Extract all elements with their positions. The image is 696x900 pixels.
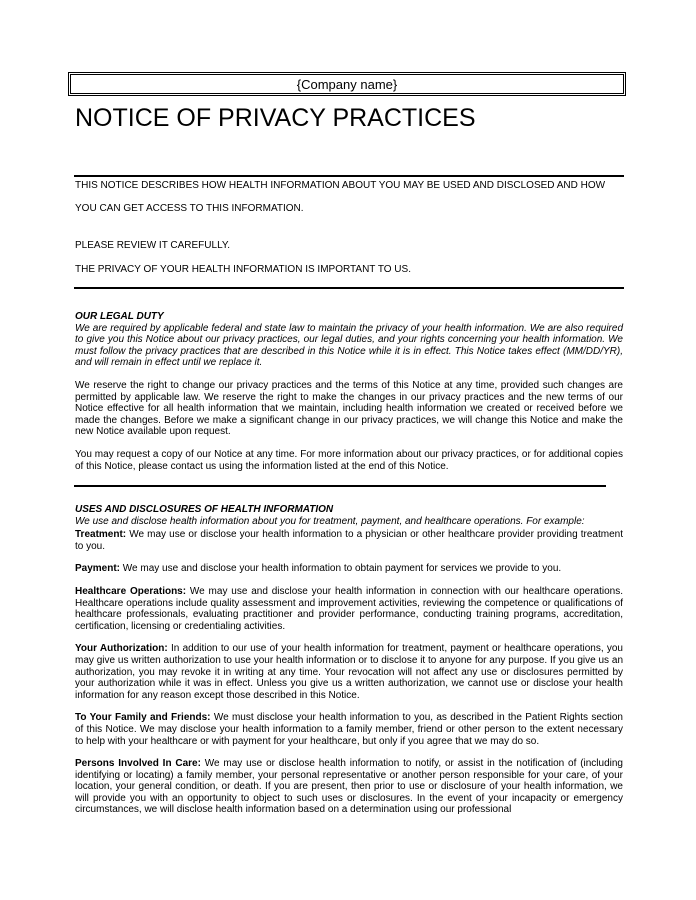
uses-item-text: In addition to our use of your health information for treatment, payment or healthcare operations, you may give us written authorization to use your health information or to disclose it to anyone for any purpose. If you give us an authorization, you may revoke it in writing at any time. Your revocation will not affect any use or disclosures permitted by your authorization while it was in effect. Unless you give us a written authorization, we cannot use or disclose your health information for any reason except those described in this Notice. xyxy=(75,643,623,701)
uses-section xyxy=(75,504,623,816)
uses-item-text: We may use or disclose health information to notify, or assist in the notification of (including identifying or locating) a family member, your personal representative or another person responsible for your care, of your location, your general condition, or death. If you are present, then prior to use or disclosure of your health information, we will provide you with an opportunity to object to such uses or disclosures. In the event of your incapacity or emergency circumstances, we will disclose health information based on a determination using our professional xyxy=(75,758,623,816)
uses-item-label: Payment: xyxy=(75,563,121,575)
uses-item-treatment xyxy=(75,529,623,552)
uses-item-text: We must disclose your health information to you, as described in the Patient Rights section of this Notice. We may disclose your health information to a family member, friend or other person to the extent necessary to help with your healthcare or with payment for your healthcare, but only if you agree that we may do so. xyxy=(75,712,623,747)
legal-duty-paragraph-3: You may request a copy of our Notice at any time. For more information about our privacy practices, or for additional copies of this Notice, please contact us using the information listed at the end of this Notice. xyxy=(75,448,623,472)
company-name: {Company name} xyxy=(296,76,398,92)
uses-item-persons-involved xyxy=(75,758,623,816)
intro-line-3: PLEASE REVIEW IT CAREFULLY. xyxy=(75,240,231,251)
uses-item-label: Persons Involved In Care: xyxy=(75,758,201,770)
divider-legal-duty-bottom xyxy=(74,485,606,487)
uses-item-label: Treatment: xyxy=(75,529,127,541)
uses-heading: USES AND DISCLOSURES OF HEALTH INFORMATION xyxy=(75,504,334,515)
document-title: NOTICE OF PRIVACY PRACTICES xyxy=(75,104,476,132)
uses-item-label: Healthcare Operations: xyxy=(75,585,187,597)
legal-duty-section xyxy=(75,311,623,472)
uses-item-label: Your Authorization: xyxy=(75,643,168,655)
intro-line-1: THIS NOTICE DESCRIBES HOW HEALTH INFORMATION ABOUT YOU MAY BE USED AND DISCLOSED AND HOW xyxy=(75,180,606,191)
divider-top xyxy=(74,175,624,177)
uses-item-family-friends xyxy=(75,712,623,747)
uses-item-healthcare-operations xyxy=(75,586,623,632)
company-name-box xyxy=(68,72,626,96)
intro-line-4: THE PRIVACY OF YOUR HEALTH INFORMATION IS IMPORTANT TO US. xyxy=(75,264,411,275)
legal-duty-heading: OUR LEGAL DUTY xyxy=(75,311,164,322)
legal-duty-paragraph-2: We reserve the right to change our privacy practices and the terms of this Notice at any time, provided such changes are permitted by applicable law. We reserve the right to make the changes in our privacy practices and the new terms of our Notice effective for all health information that we maintain, including health information we created or received before we made the changes. Before we make a significant change in our privacy practices, we will change this Notice and make the new Notice available upon request. xyxy=(75,379,623,438)
uses-item-text: We may use and disclose your health information in connection with our healthcare operations. Healthcare operations include quality assessment and improvement activities, reviewing the competence or qualifications of healthcare professionals, evaluating practitioner and provider performance, conducting training programs, accreditation, certification, licensing or credentialing activities. xyxy=(75,585,623,632)
uses-item-label: To Your Family and Friends: xyxy=(75,712,211,724)
uses-item-your-authorization xyxy=(75,643,623,701)
uses-item-text: We may use or disclose your health information to a physician or other healthcare provider providing treatment to you. xyxy=(75,529,623,552)
uses-intro: We use and disclose health information about you for treatment, payment, and healthcare operations. For example: xyxy=(75,515,585,527)
uses-item-payment xyxy=(75,563,623,575)
uses-item-text: We may use and disclose your health information to obtain payment for services we provide to you. xyxy=(120,563,562,575)
divider-intro-bottom xyxy=(74,287,624,289)
intro-line-2: YOU CAN GET ACCESS TO THIS INFORMATION. xyxy=(75,203,304,214)
legal-duty-paragraph-1: We are required by applicable federal and state law to maintain the privacy of your health information. We are also required to give you this Notice about our privacy practices, our legal duties, and your rights concerning your health information. We must follow the privacy practices that are described in this Notice while it is in effect. This Notice takes effect (MM/DD/YR), and will remain in effect until we replace it. xyxy=(75,322,623,369)
